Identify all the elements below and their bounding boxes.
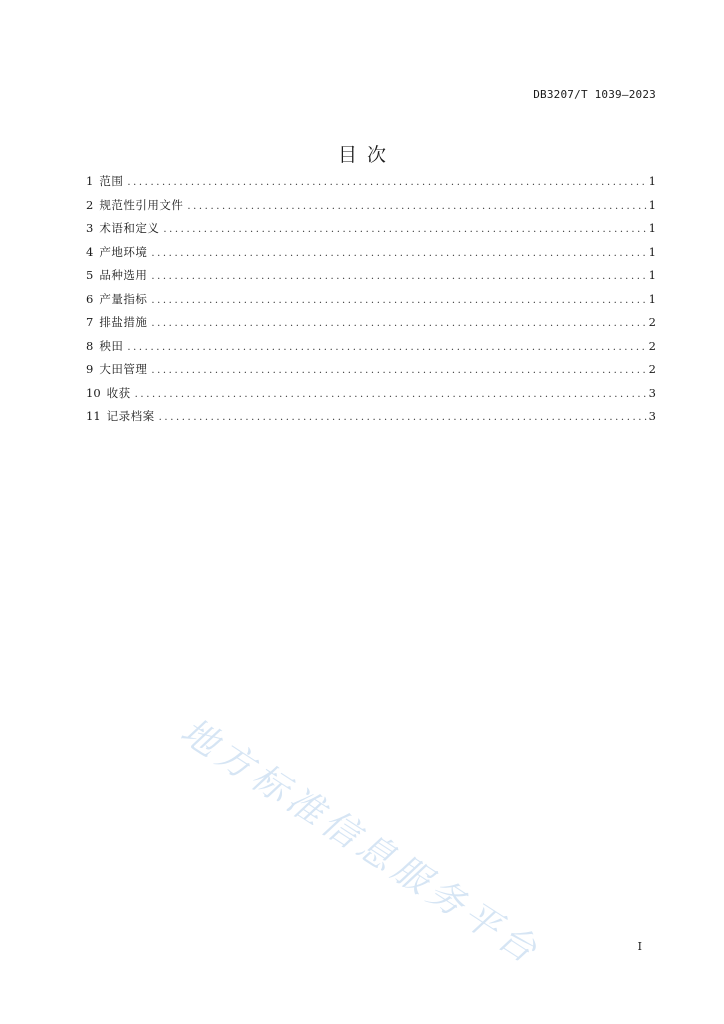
toc-item-number: 3 <box>86 221 94 235</box>
toc-item-label: 秧田 <box>99 338 124 353</box>
toc-dot-leader <box>163 224 646 235</box>
toc-item-label: 大田管理 <box>99 362 148 376</box>
toc-item-salt-drainage[interactable] <box>86 314 656 338</box>
toc-item-label: 记录档案 <box>106 409 155 423</box>
toc-item-page: 1 <box>648 268 656 282</box>
toc-item-number: 10 <box>86 385 101 400</box>
toc-item-label: 产量指标 <box>99 291 148 306</box>
toc-item-number: 11 <box>86 409 101 423</box>
toc-item-yield-targets[interactable] <box>86 291 656 315</box>
standard-code: DB3207/T 1039—2023 <box>533 88 656 101</box>
toc-item-page: 2 <box>648 338 656 353</box>
toc-item-normative-references[interactable] <box>86 197 656 221</box>
toc-item-scope[interactable] <box>86 173 656 197</box>
toc-item-page: 3 <box>648 409 656 423</box>
toc-item-label: 规范性引用文件 <box>99 197 184 212</box>
toc-item-page: 1 <box>648 221 656 235</box>
toc-item-records-archives[interactable] <box>86 408 656 432</box>
toc-item-variety-selection[interactable] <box>86 267 656 291</box>
toc-dot-leader <box>127 342 646 353</box>
toc-dot-leader <box>151 271 646 282</box>
toc-item-number: 1 <box>86 174 94 188</box>
toc-item-label: 排盐措施 <box>99 315 148 329</box>
toc-item-number: 6 <box>86 291 94 306</box>
toc-item-page: 1 <box>648 174 656 188</box>
toc-item-number: 9 <box>86 362 94 376</box>
toc-item-page: 3 <box>648 385 656 400</box>
toc-item-page: 2 <box>648 315 656 329</box>
toc-item-page: 2 <box>648 362 656 376</box>
toc-item-label: 产地环境 <box>99 244 148 259</box>
toc-dot-leader <box>151 318 646 329</box>
toc-item-production-environment[interactable] <box>86 244 656 268</box>
toc-dot-leader <box>151 248 646 259</box>
toc-dot-leader <box>151 295 646 306</box>
toc-item-page: 1 <box>648 197 656 212</box>
toc-item-label: 收获 <box>106 385 131 400</box>
table-of-contents <box>86 173 656 432</box>
toc-item-number: 8 <box>86 338 94 353</box>
toc-item-seedbed[interactable] <box>86 338 656 362</box>
toc-item-page: 1 <box>648 291 656 306</box>
toc-item-field-management[interactable] <box>86 361 656 385</box>
toc-dot-leader <box>151 365 646 376</box>
page-number: I <box>637 940 642 953</box>
toc-item-label: 术语和定义 <box>99 221 160 235</box>
toc-dot-leader <box>187 201 646 212</box>
toc-title: 目次 <box>337 144 396 166</box>
toc-item-number: 7 <box>86 315 94 329</box>
toc-item-number: 4 <box>86 244 94 259</box>
toc-item-label: 品种选用 <box>99 268 148 282</box>
toc-item-page: 1 <box>648 244 656 259</box>
toc-dot-leader <box>127 177 646 188</box>
toc-item-label: 范围 <box>99 174 124 188</box>
toc-dot-leader <box>159 412 647 423</box>
toc-item-number: 2 <box>86 197 94 212</box>
toc-item-number: 5 <box>86 268 94 282</box>
toc-dot-leader <box>135 389 647 400</box>
watermark: 地方标准信息服务平台 <box>173 710 548 974</box>
toc-item-terms-definitions[interactable] <box>86 220 656 244</box>
toc-item-harvest[interactable] <box>86 385 656 409</box>
